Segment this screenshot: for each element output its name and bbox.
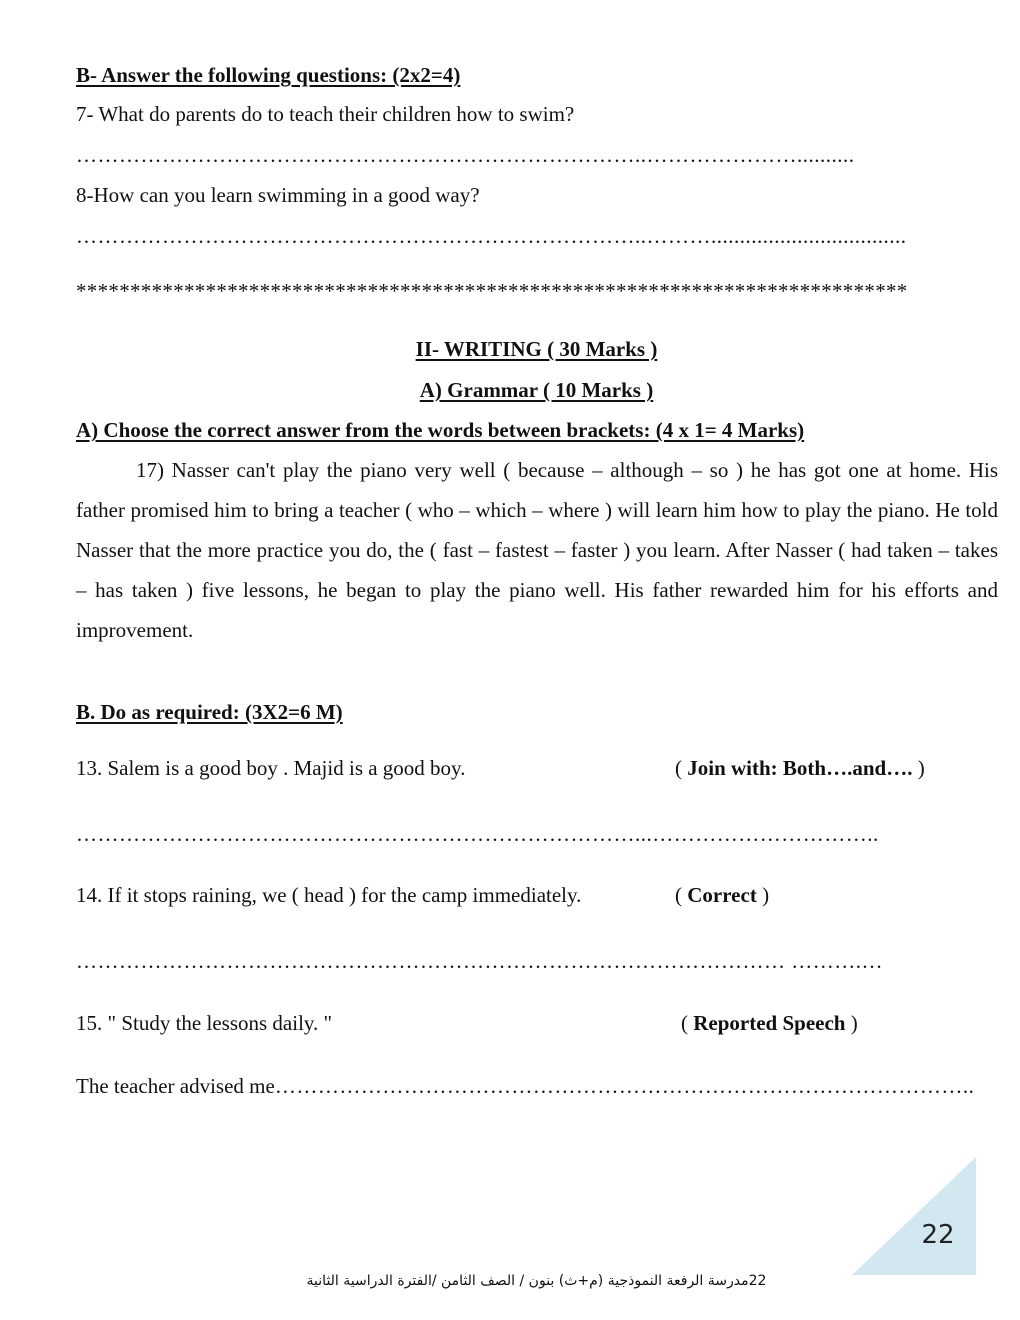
instruction-14-text: Correct — [687, 883, 757, 907]
answer-line-13: ……………………………………………………………………...………………………….. — [76, 822, 879, 846]
answer-15 — [76, 1076, 974, 1097]
answer-15-prefix: The teacher advised me — [76, 1074, 275, 1098]
instruction-13-open: ( — [675, 756, 688, 780]
instruction-15 — [681, 1013, 858, 1034]
instruction-13-close: ) — [912, 756, 925, 780]
question-14: 14. If it stops raining, we ( head ) for the camp immediately. — [76, 883, 582, 907]
answer-line-7: ……………………………………………………………………..………………….......... — [76, 143, 855, 167]
separator-stars: ***************************************************************************** — [76, 279, 908, 303]
grammar-title: A) Grammar ( 10 Marks ) — [419, 378, 654, 402]
page-corner-triangle — [852, 1157, 976, 1275]
instruction-14 — [675, 885, 769, 906]
question-13: 13. Salem is a good boy . Majid is a good boy. — [76, 756, 466, 780]
question-8: 8-How can you learn swimming in a good way? — [76, 183, 480, 207]
instruction-13-text: Join with: Both….and…. — [687, 756, 913, 780]
answer-line-8: ……………………………………………………………………..……….................................. — [76, 224, 907, 248]
instruction-14-close: ) — [756, 883, 770, 907]
required-heading: B. Do as required: (3X2=6 M) — [76, 700, 343, 724]
question-7: 7- What do parents do to teach their children how to swim? — [76, 102, 575, 126]
instruction-15-close: ) — [845, 1011, 858, 1035]
questions-heading: B- Answer the following questions: (2x2=4) — [76, 63, 461, 87]
page-number: 22 — [921, 1220, 955, 1250]
grammar-paragraph — [76, 450, 998, 650]
instruction-13 — [675, 758, 925, 779]
question-15: 15. " Study the lessons daily. " — [76, 1011, 333, 1035]
answer-line-15: …………………………………………………………………………………….. — [274, 1074, 975, 1098]
answer-line-14: ……………………………………………………………………………………… ……….… — [76, 949, 883, 973]
choose-heading: A) Choose the correct answer from the words between brackets: (4 x 1= 4 Marks) — [76, 418, 805, 442]
footer-text: 22مدرسة الرفعة النموذجية (م+ث) بنون / الصف الثامن /الفترة الدراسية الثانية — [306, 1273, 767, 1289]
grammar-paragraph-text: 17) Nasser can't play the piano very well ( because – although – so ) he has got one at home. His father promised him to bring a teacher ( who – which – where ) will learn him how to play the piano. He told Nasser that the more practice you do, the ( fast – fastest – faster ) you learn. After Nasser ( had taken – takes – has taken ) five lessons, he began to play the piano well. His father rewarded him for his efforts and improvement. — [76, 458, 998, 642]
instruction-15-text: Reported Speech — [693, 1011, 846, 1035]
instruction-14-open: ( — [675, 883, 688, 907]
instruction-15-open: ( — [681, 1011, 694, 1035]
writing-title: II- WRITING ( 30 Marks ) — [415, 337, 658, 361]
